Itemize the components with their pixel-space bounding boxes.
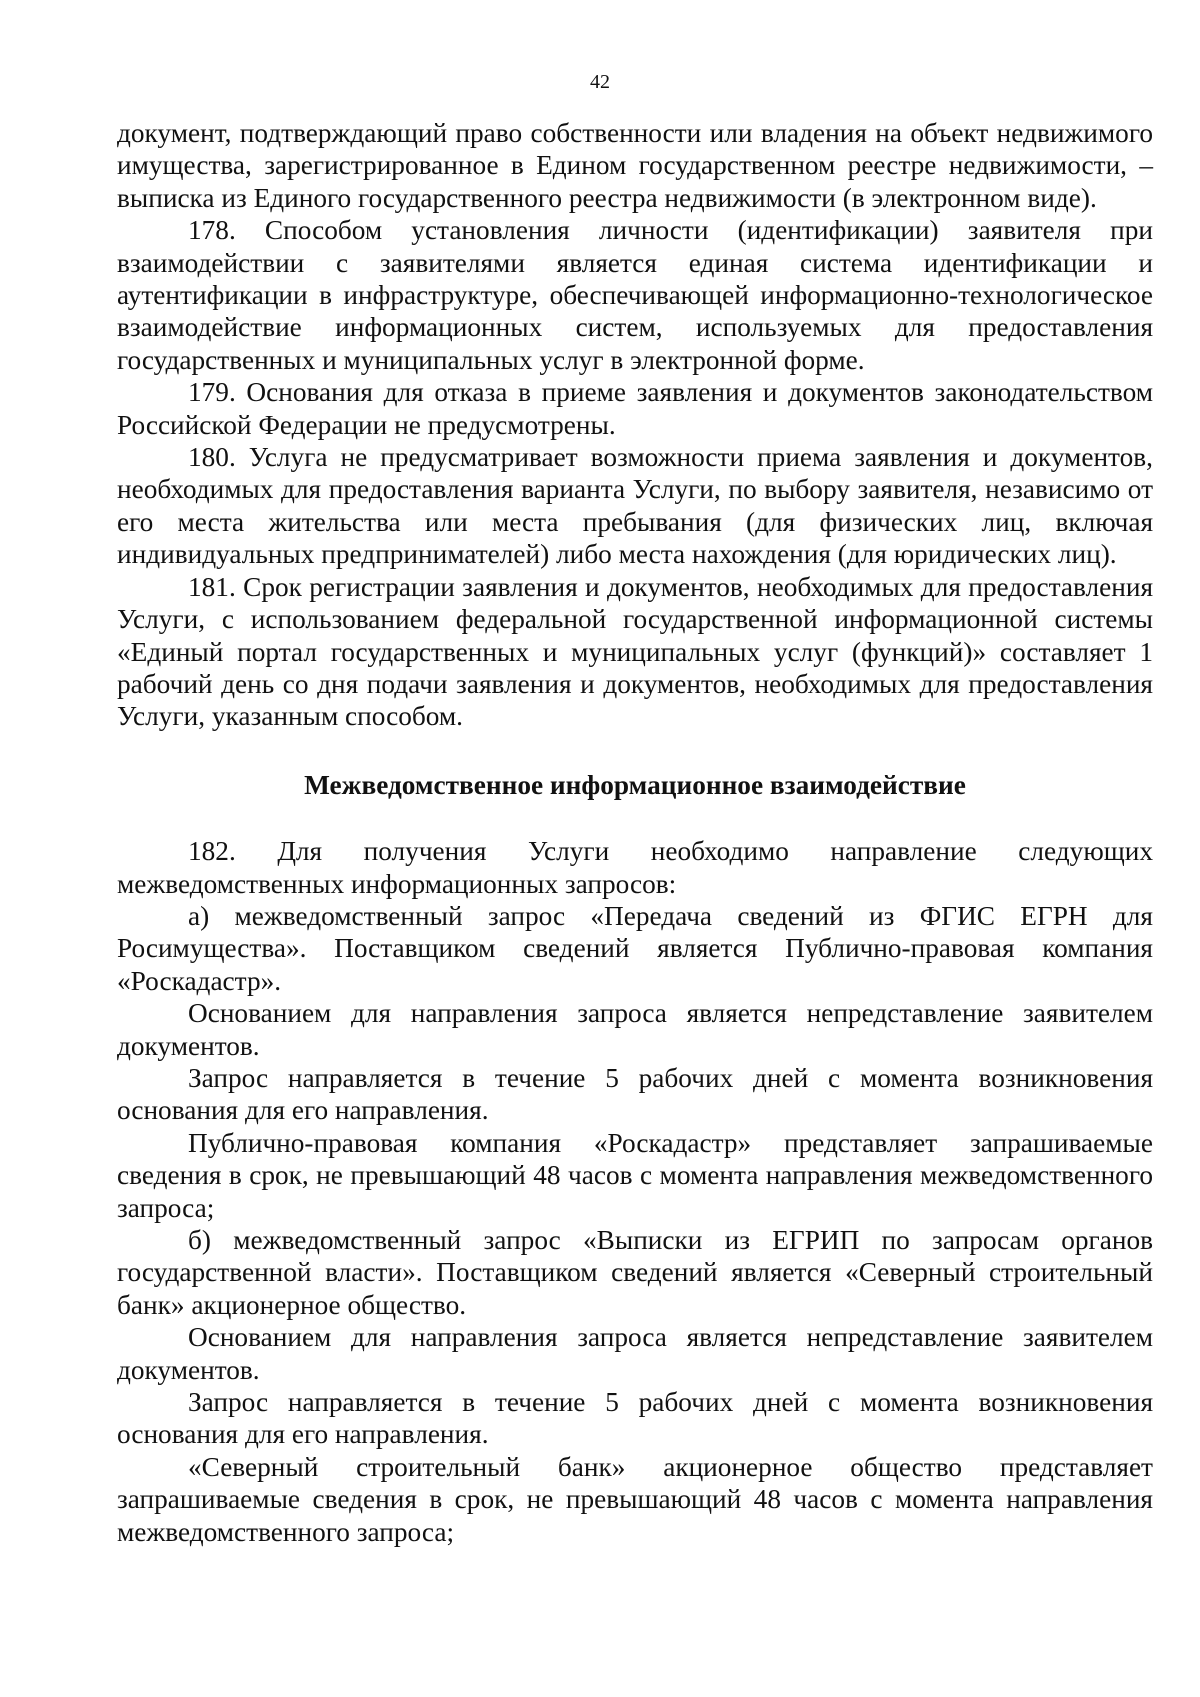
paragraph: Запрос направляется в течение 5 рабочих дней с момента возникновения основания для его направления.: [117, 1387, 1153, 1450]
paragraph: Основанием для направления запроса является непредставление заявителем документов.: [117, 1322, 1153, 1385]
paragraph: 180. Услуга не предусматривает возможности приема заявления и документов, необходимых для предоставления варианта Услуги, по выбору заявителя, независимо от его места жительства или места пребывания (для физических лиц, включая индивидуальных предпринимателей) либо места нахождения (для юридических лиц).: [117, 442, 1153, 570]
paragraph: 178. Способом установления личности (идентификации) заявителя при взаимодействии с заявителями является единая система идентификации и аутентификации в инфраструктуре, обеспечивающей информационно-технологическое взаимодействие информационных систем, используемых для предоставления государственных и муниципальных услуг в электронной форме.: [117, 215, 1153, 375]
section-heading: Межведомственное информационное взаимодействие: [304, 769, 966, 800]
paragraph: б) межведомственный запрос «Выписки из ЕГРИП по запросам органов государственной власти». Поставщиком сведений является «Северный строительный банк» акционерное общество.: [117, 1225, 1153, 1320]
paragraph: Запрос направляется в течение 5 рабочих дней с момента возникновения основания для его направления.: [117, 1062, 1153, 1126]
paragraph: 181. Срок регистрации заявления и документов, необходимых для предоставления Услуги, с использованием федеральной государственной информационной системы «Единый портал государственных и муниципальных услуг (функций)» составляет 1 рабочий день со дня подачи заявления и документов, необходимых для предоставления Услуги, указанным способом.: [117, 571, 1153, 732]
paragraph: Публично-правовая компания «Роскадастр» представляет запрашиваемые сведения в срок, не превышающий 48 часов с момента направления межведомственного запроса;: [117, 1127, 1153, 1223]
paragraph: «Северный строительный банк» акционерное общество представляет запрашиваемые сведения в срок, не превышающий 48 часов с момента направления межведомственного запроса;: [117, 1451, 1153, 1547]
paragraph: 182. Для получения Услуги необходимо направление следующих межведомственных информационных запросов:: [117, 836, 1153, 899]
paragraph: документ, подтверждающий право собственности или владения на объект недвижимого имущества, зарегистрированное в Едином государственном реестре недвижимости, – выписка из Единого государственного реестра недвижимости (в электронном виде).: [117, 118, 1153, 213]
paragraph: а) межведомственный запрос «Передача сведений из ФГИС ЕГРН для Росимущества». Поставщиком сведений является Публично-правовая компания «Роскадастр».: [117, 900, 1153, 996]
paragraph: 179. Основания для отказа в приеме заявления и документов законодательством Российской Федерации не предусмотрены.: [117, 377, 1153, 440]
page-number: 42: [590, 71, 610, 93]
document-body: [117, 117, 1153, 1548]
paragraph: Основанием для направления запроса является непредставление заявителем документов.: [117, 998, 1153, 1061]
